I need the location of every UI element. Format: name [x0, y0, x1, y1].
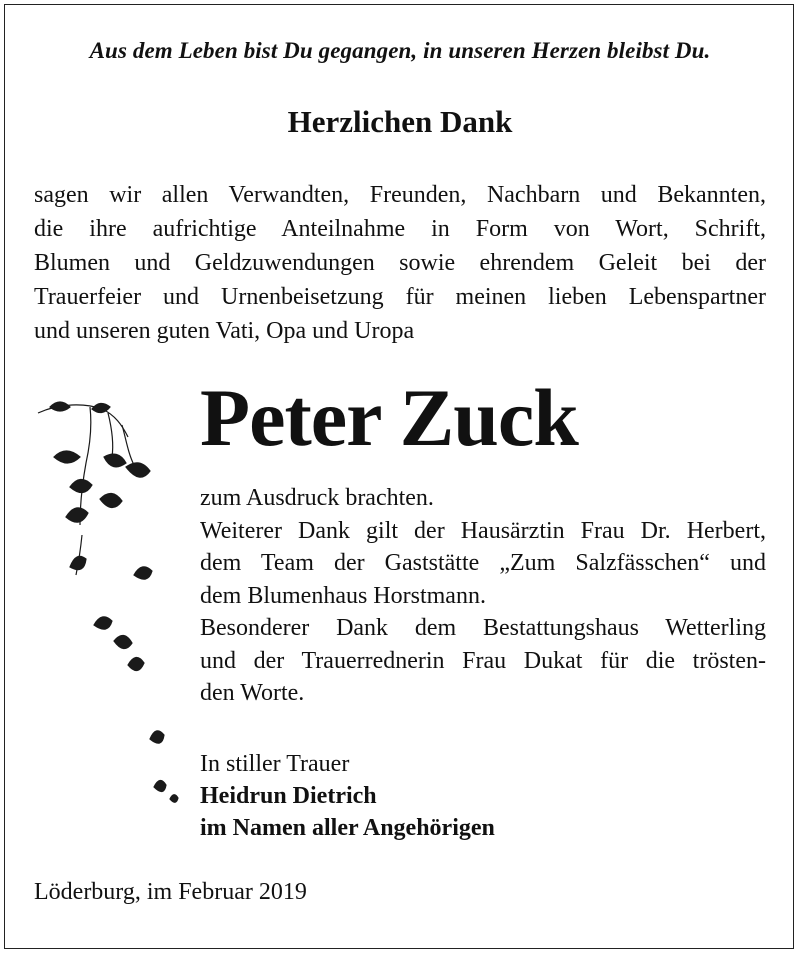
body-line: und der Trauerrednerin Frau Dukat für die trösten- — [200, 647, 766, 674]
body-line: den Worte. — [200, 680, 305, 706]
intro-line: Blumen und Geldzuwendungen sowie ehrendem Geleit bei der — [34, 250, 766, 276]
intro-line: Trauerfeier und Urnenbeisetzung für meinen lieben Lebenspartner — [34, 284, 766, 310]
intro-paragraph — [34, 178, 766, 348]
body-line: dem Blumenhaus Horstmann. — [200, 582, 486, 609]
deceased-name: Peter Zuck — [200, 372, 578, 463]
intro-line: die ihre aufrichtige Anteilnahme in Form von Wort, Schrift, — [34, 216, 766, 242]
body-line: Weiterer Dank gilt der Hausärztin Frau Dr. Herbert, — [200, 517, 766, 544]
signatory-name: Heidrun Dietrich — [200, 783, 377, 809]
body-line: Besonderer Dank dem Bestattungshaus Wetterling — [200, 615, 766, 641]
body-line: zum Ausdruck brachten. — [200, 485, 434, 511]
family-line: im Namen aller Angehörigen — [200, 815, 495, 841]
place-date: Löderburg, im Februar 2019 — [34, 879, 307, 905]
thanks-paragraph — [200, 482, 766, 710]
body-line: dem Team der Gaststätte „Zum Salzfässchen“ und — [200, 550, 766, 576]
intro-line: sagen wir allen Verwandten, Freunden, Nachbarn und Bekannten, — [34, 182, 766, 208]
heading: Herzlichen Dank — [287, 104, 513, 139]
signature-block — [200, 748, 495, 844]
motto: Aus dem Leben bist Du gegangen, in unseren Herzen bleibst Du. — [89, 38, 711, 63]
birch-leaves-icon — [30, 395, 190, 825]
closing-text: In stiller Trauer — [200, 751, 350, 777]
intro-line: und unseren guten Vati, Opa und Uropa — [34, 318, 415, 344]
